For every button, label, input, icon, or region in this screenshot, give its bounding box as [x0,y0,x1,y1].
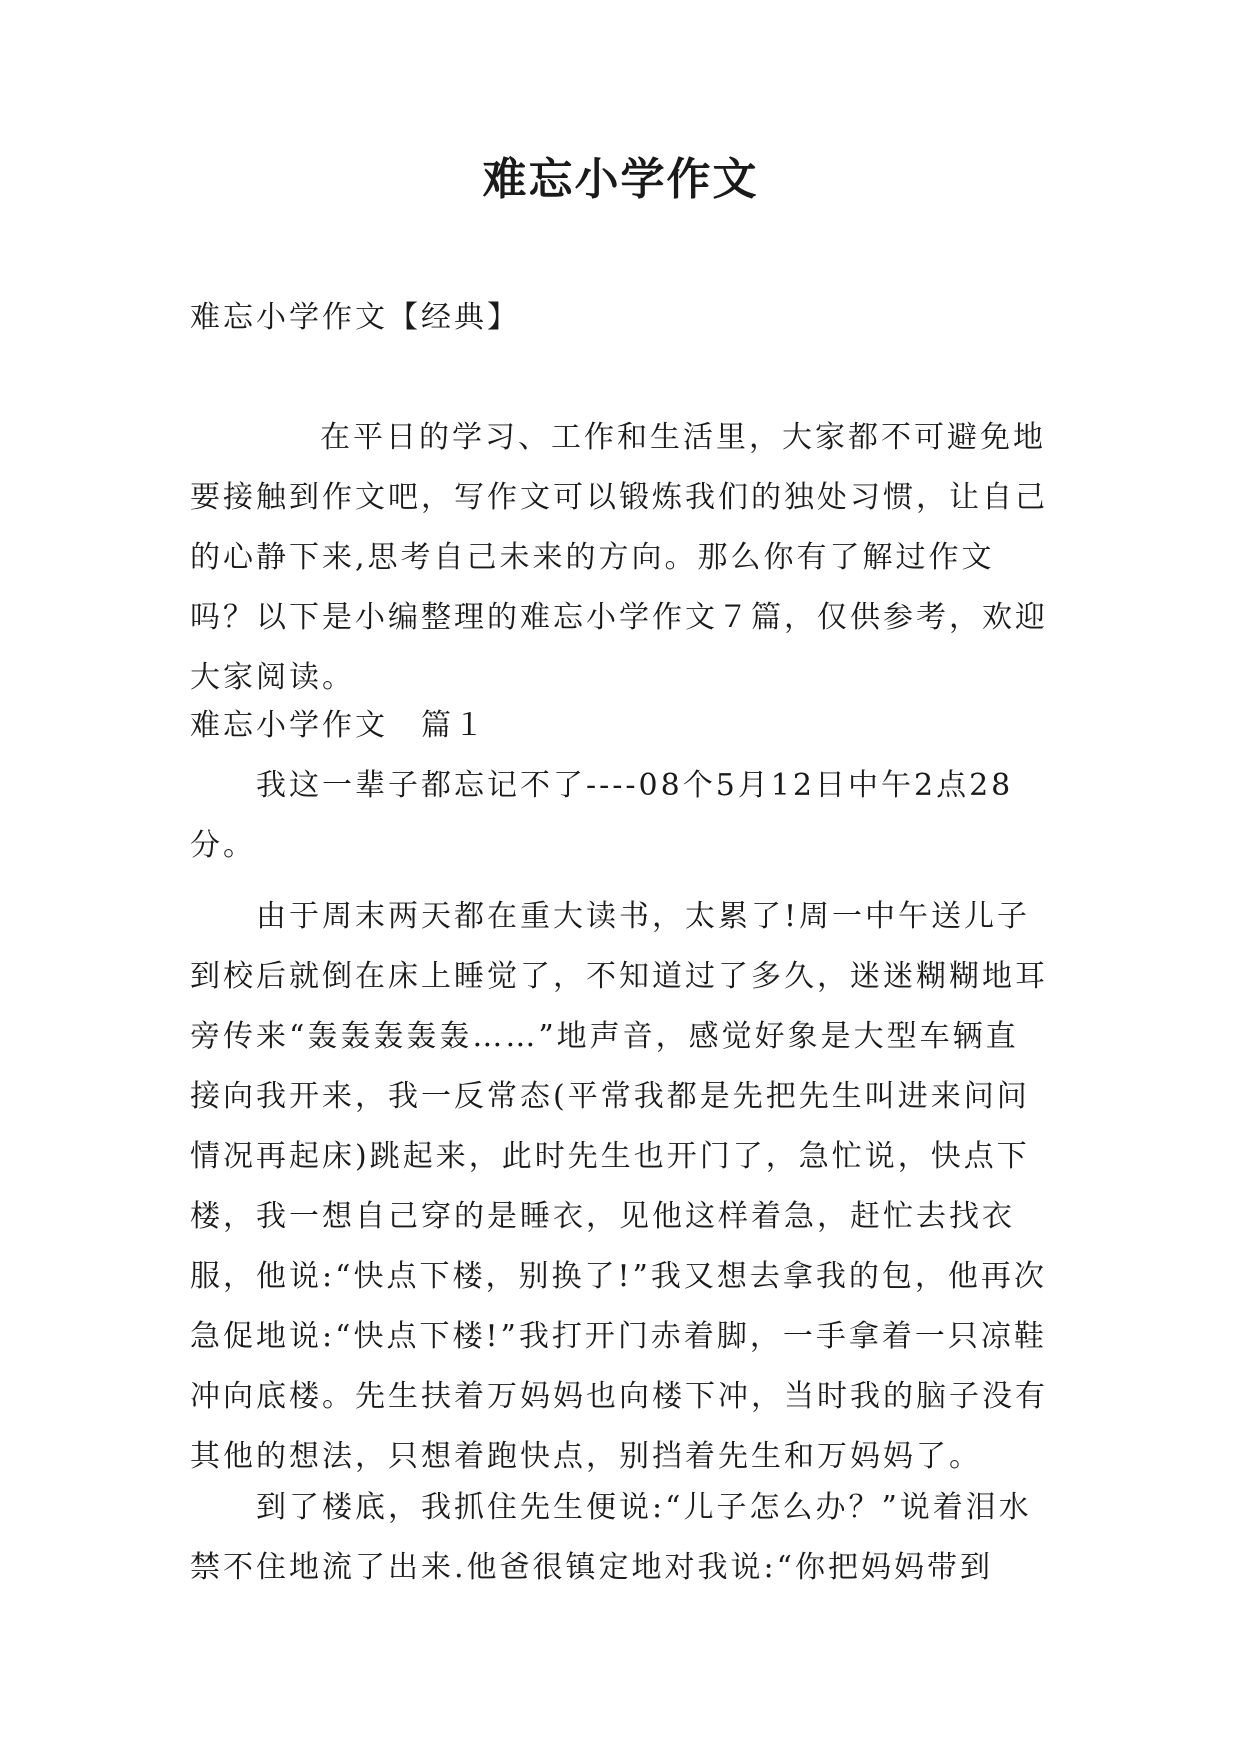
body-paragraph-3: 到了楼底，我抓住先生便说:“儿子怎么办？”说着泪水禁不住地流了出来.他爸很镇定地对我说:“你把妈妈带到 [190,1490,1032,1585]
body-paragraph-1: 我这一辈子都忘记不了----08个5月12日中午2点28分。 [190,768,1014,863]
intro-paragraph: 在平日的学习、工作和生活里，大家都不可避免地要接触到作文吧，写作文可以锻炼我们的独处习惯，让自己的心静下来,思考自己未来的方向。那么你有了解过作文吗？以下是小编整理的难忘小学作文７篇，仅供参考，欢迎大家阅读。 [190,420,1048,695]
document-title: 难忘小学作文 [482,154,759,205]
body-paragraph-2: 由于周末两天都在重大读书，太累了!周一中午送儿子到校后就倒在床上睡觉了，不知道过了多久，迷迷糊糊地耳旁传来“轰轰轰轰轰……”地声音，感觉好象是大型车辆直接向我开来，我一反常态(平常我都是先把先生叫进来问问情况再起床)跳起来，此时先生也开门了，急忙说，快点下楼，我一想自己穿的是睡衣，见他这样着急，赶忙去找衣服，他说:“快点下楼，别换了!”我又想去拿我的包，他再次急促地说:“快点下楼!”我打开门赤着脚，一手拿着一只凉鞋冲向底楼。先生扶着万妈妈也向楼下冲，当时我的脑子没有其他的想法，只想着跑快点，别挡着先生和万妈妈了。 [190,899,1048,1474]
document-subtitle: 难忘小学作文【经典】 [190,300,520,335]
section-heading: 难忘小学作文 篇１ [190,708,487,743]
